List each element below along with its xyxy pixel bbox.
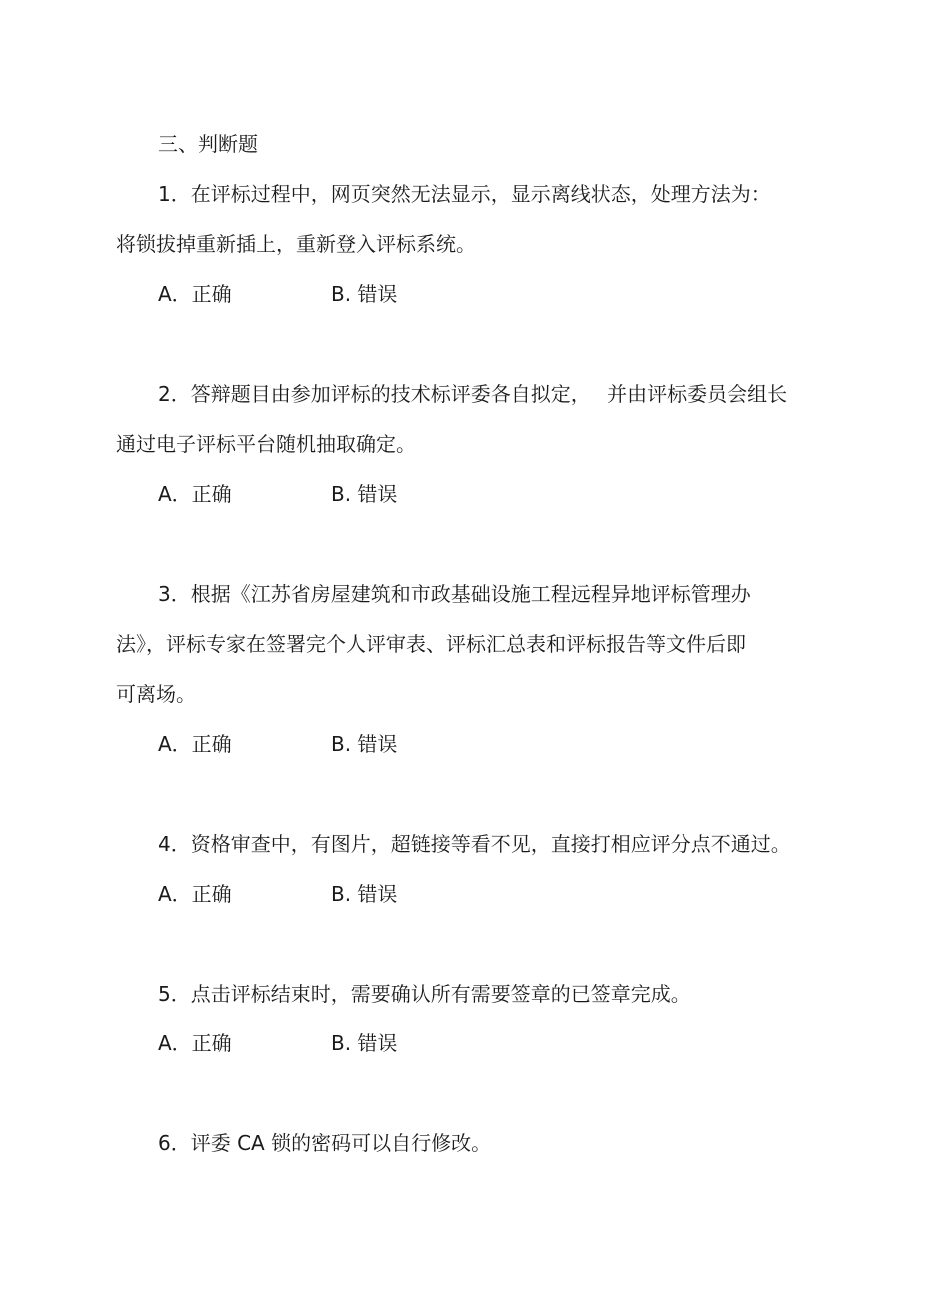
question-3-line-2: 法》，评标专家在签署完个人评审表、评标汇总表和评标报告等文件后即 — [116, 632, 746, 656]
question-1-option-b[interactable]: B. 错误 — [331, 282, 398, 306]
question-2-line-1: 2．答辩题目由参加评标的技术标评委各自拟定， 并由评标委员会组长 — [158, 382, 788, 406]
question-5-option-b[interactable]: B. 错误 — [331, 1031, 398, 1055]
question-4-line-1: 4．资格审查中，有图片，超链接等看不见，直接打相应评分点不通过。 — [158, 832, 791, 856]
question-4-option-a[interactable]: A．正确 — [158, 882, 232, 906]
question-3-option-a[interactable]: A．正确 — [158, 732, 232, 756]
question-3-line-1: 3．根据《江苏省房屋建筑和市政基础设施工程远程异地评标管理办 — [158, 582, 751, 606]
question-1-line-2: 将锁拔掉重新插上，重新登入评标系统。 — [116, 232, 476, 256]
question-1-option-a[interactable]: A．正确 — [158, 282, 232, 306]
question-2-line-2: 通过电子评标平台随机抽取确定。 — [116, 432, 416, 456]
question-2-option-a[interactable]: A．正确 — [158, 482, 232, 506]
question-6-line-1: 6．评委 CA 锁的密码可以自行修改。 — [158, 1131, 492, 1155]
question-3-line-3: 可离场。 — [116, 682, 196, 706]
question-3-option-b[interactable]: B. 错误 — [331, 732, 398, 756]
question-5-option-a[interactable]: A．正确 — [158, 1031, 232, 1055]
question-2-option-b[interactable]: B. 错误 — [331, 482, 398, 506]
question-4-option-b[interactable]: B. 错误 — [331, 882, 398, 906]
question-1-line-1: 1．在评标过程中，网页突然无法显示，显示离线状态，处理方法为： — [158, 182, 771, 206]
question-5-line-1: 5．点击评标结束时，需要确认所有需要签章的已签章完成。 — [158, 982, 691, 1006]
section-title: 三、判断题 — [158, 132, 258, 156]
